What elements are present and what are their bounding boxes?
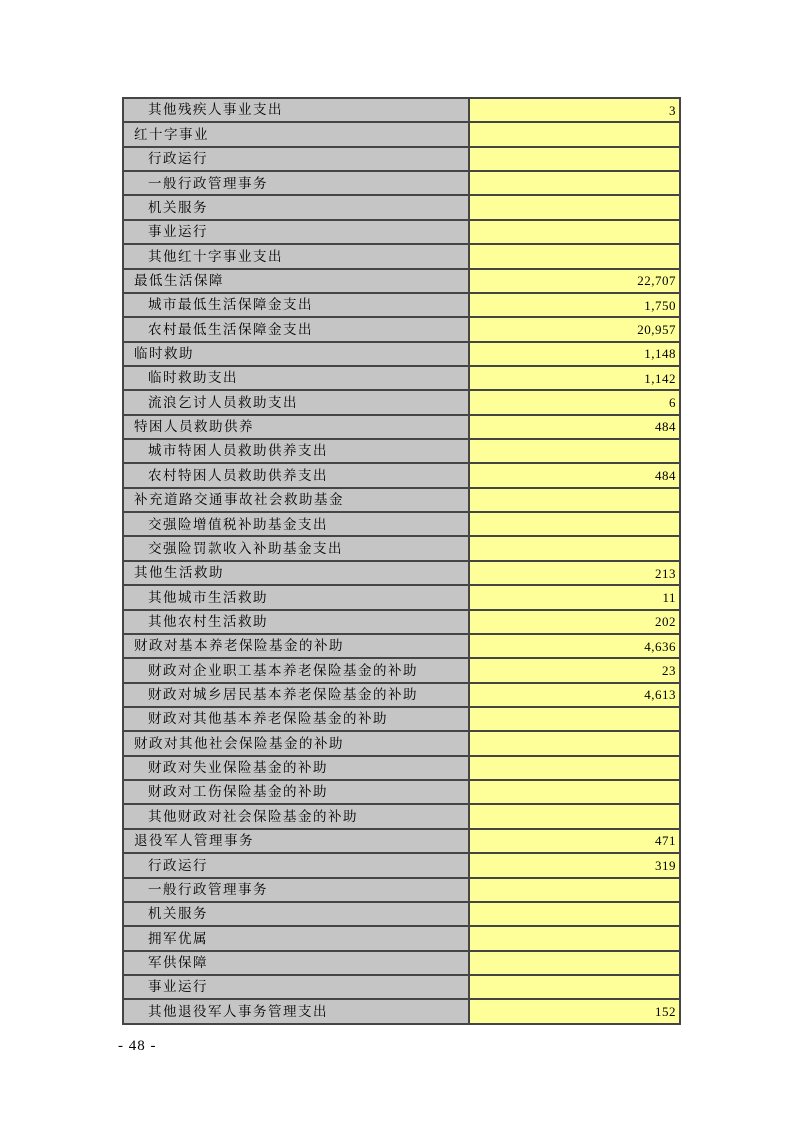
item-label-cell: 一般行政管理事务 [123,171,469,195]
item-label-cell: 农村特困人员救助供养支出 [123,463,469,487]
item-value-cell [469,536,680,560]
item-value-cell [469,780,680,804]
item-value-cell [469,512,680,536]
item-value-cell [469,195,680,219]
item-value-cell [469,878,680,902]
table-row [123,951,680,975]
table-row [123,585,680,609]
table-row [123,878,680,902]
item-value-cell: 1,142 [469,366,680,390]
table-row [123,780,680,804]
item-value-cell: 11 [469,585,680,609]
item-label-cell: 财政对工伤保险基金的补助 [123,780,469,804]
item-value-cell: 23 [469,658,680,682]
item-label-cell: 行政运行 [123,853,469,877]
item-label-cell: 城市特困人员救助供养支出 [123,439,469,463]
table-row [123,731,680,755]
table-row [123,902,680,926]
item-value-cell [469,439,680,463]
table-row [123,244,680,268]
table-row [123,293,680,317]
item-value-cell: 213 [469,561,680,585]
table-row [123,561,680,585]
item-label-cell: 财政对失业保险基金的补助 [123,756,469,780]
item-value-cell: 20,957 [469,317,680,341]
item-label-cell: 财政对其他基本养老保险基金的补助 [123,707,469,731]
item-value-cell: 471 [469,829,680,853]
item-value-cell: 319 [469,853,680,877]
item-value-cell: 22,707 [469,269,680,293]
item-value-cell: 4,636 [469,634,680,658]
item-label-cell: 其他退役军人事务管理支出 [123,999,469,1023]
table-row [123,195,680,219]
table-row [123,975,680,999]
table-row [123,756,680,780]
item-value-cell [469,731,680,755]
item-label-cell: 其他生活救助 [123,561,469,585]
item-label-cell: 军供保障 [123,951,469,975]
item-value-cell [469,171,680,195]
item-label-cell: 财政对其他社会保险基金的补助 [123,731,469,755]
table-row [123,829,680,853]
table-row [123,536,680,560]
item-value-cell [469,951,680,975]
page-number: - 48 - [118,1038,157,1054]
item-label-cell: 临时救助支出 [123,366,469,390]
item-value-cell [469,804,680,828]
table-row [123,122,680,146]
item-label-cell: 一般行政管理事务 [123,878,469,902]
item-value-cell: 484 [469,415,680,439]
item-label-cell: 财政对企业职工基本养老保险基金的补助 [123,658,469,682]
item-label-cell: 补充道路交通事故社会救助基金 [123,488,469,512]
item-label-cell: 机关服务 [123,902,469,926]
budget-table-body [123,98,680,1024]
table-row [123,342,680,366]
item-label-cell: 拥军优属 [123,926,469,950]
table-row [123,488,680,512]
table-row [123,610,680,634]
item-value-cell: 6 [469,390,680,414]
table-row [123,269,680,293]
table-row [123,147,680,171]
item-label-cell: 临时救助 [123,342,469,366]
item-value-cell: 1,148 [469,342,680,366]
table-row [123,804,680,828]
item-value-cell [469,488,680,512]
item-label-cell: 其他红十字事业支出 [123,244,469,268]
item-label-cell: 机关服务 [123,195,469,219]
item-label-cell: 最低生活保障 [123,269,469,293]
item-label-cell: 其他财政对社会保险基金的补助 [123,804,469,828]
item-value-cell [469,926,680,950]
item-value-cell [469,122,680,146]
item-label-cell: 特困人员救助供养 [123,415,469,439]
table-row [123,98,680,122]
table-row [123,853,680,877]
item-label-cell: 事业运行 [123,220,469,244]
item-value-cell [469,756,680,780]
item-value-cell [469,902,680,926]
item-label-cell: 财政对城乡居民基本养老保险基金的补助 [123,683,469,707]
item-label-cell: 其他城市生活救助 [123,585,469,609]
item-value-cell: 1,750 [469,293,680,317]
item-label-cell: 行政运行 [123,147,469,171]
item-value-cell: 4,613 [469,683,680,707]
table-row [123,634,680,658]
item-value-cell [469,244,680,268]
item-value-cell [469,220,680,244]
table-row [123,171,680,195]
item-label-cell: 流浪乞讨人员救助支出 [123,390,469,414]
item-label-cell: 其他农村生活救助 [123,610,469,634]
table-row [123,926,680,950]
item-label-cell: 其他残疾人事业支出 [123,98,469,122]
item-value-cell: 152 [469,999,680,1023]
item-value-cell: 3 [469,98,680,122]
table-row [123,390,680,414]
item-label-cell: 城市最低生活保障金支出 [123,293,469,317]
item-value-cell [469,975,680,999]
item-value-cell: 202 [469,610,680,634]
table-row [123,658,680,682]
table-row [123,463,680,487]
table-row [123,439,680,463]
table-row [123,317,680,341]
item-label-cell: 事业运行 [123,975,469,999]
item-label-cell: 交强险罚款收入补助基金支出 [123,536,469,560]
item-value-cell: 484 [469,463,680,487]
item-value-cell [469,707,680,731]
item-label-cell: 红十字事业 [123,122,469,146]
item-label-cell: 退役军人管理事务 [123,829,469,853]
table-row [123,220,680,244]
table-row [123,999,680,1023]
table-row [123,707,680,731]
item-value-cell [469,147,680,171]
item-label-cell: 交强险增值税补助基金支出 [123,512,469,536]
table-row [123,366,680,390]
table-row [123,683,680,707]
item-label-cell: 农村最低生活保障金支出 [123,317,469,341]
table-row [123,512,680,536]
budget-table [122,97,681,1025]
table-row [123,415,680,439]
item-label-cell: 财政对基本养老保险基金的补助 [123,634,469,658]
